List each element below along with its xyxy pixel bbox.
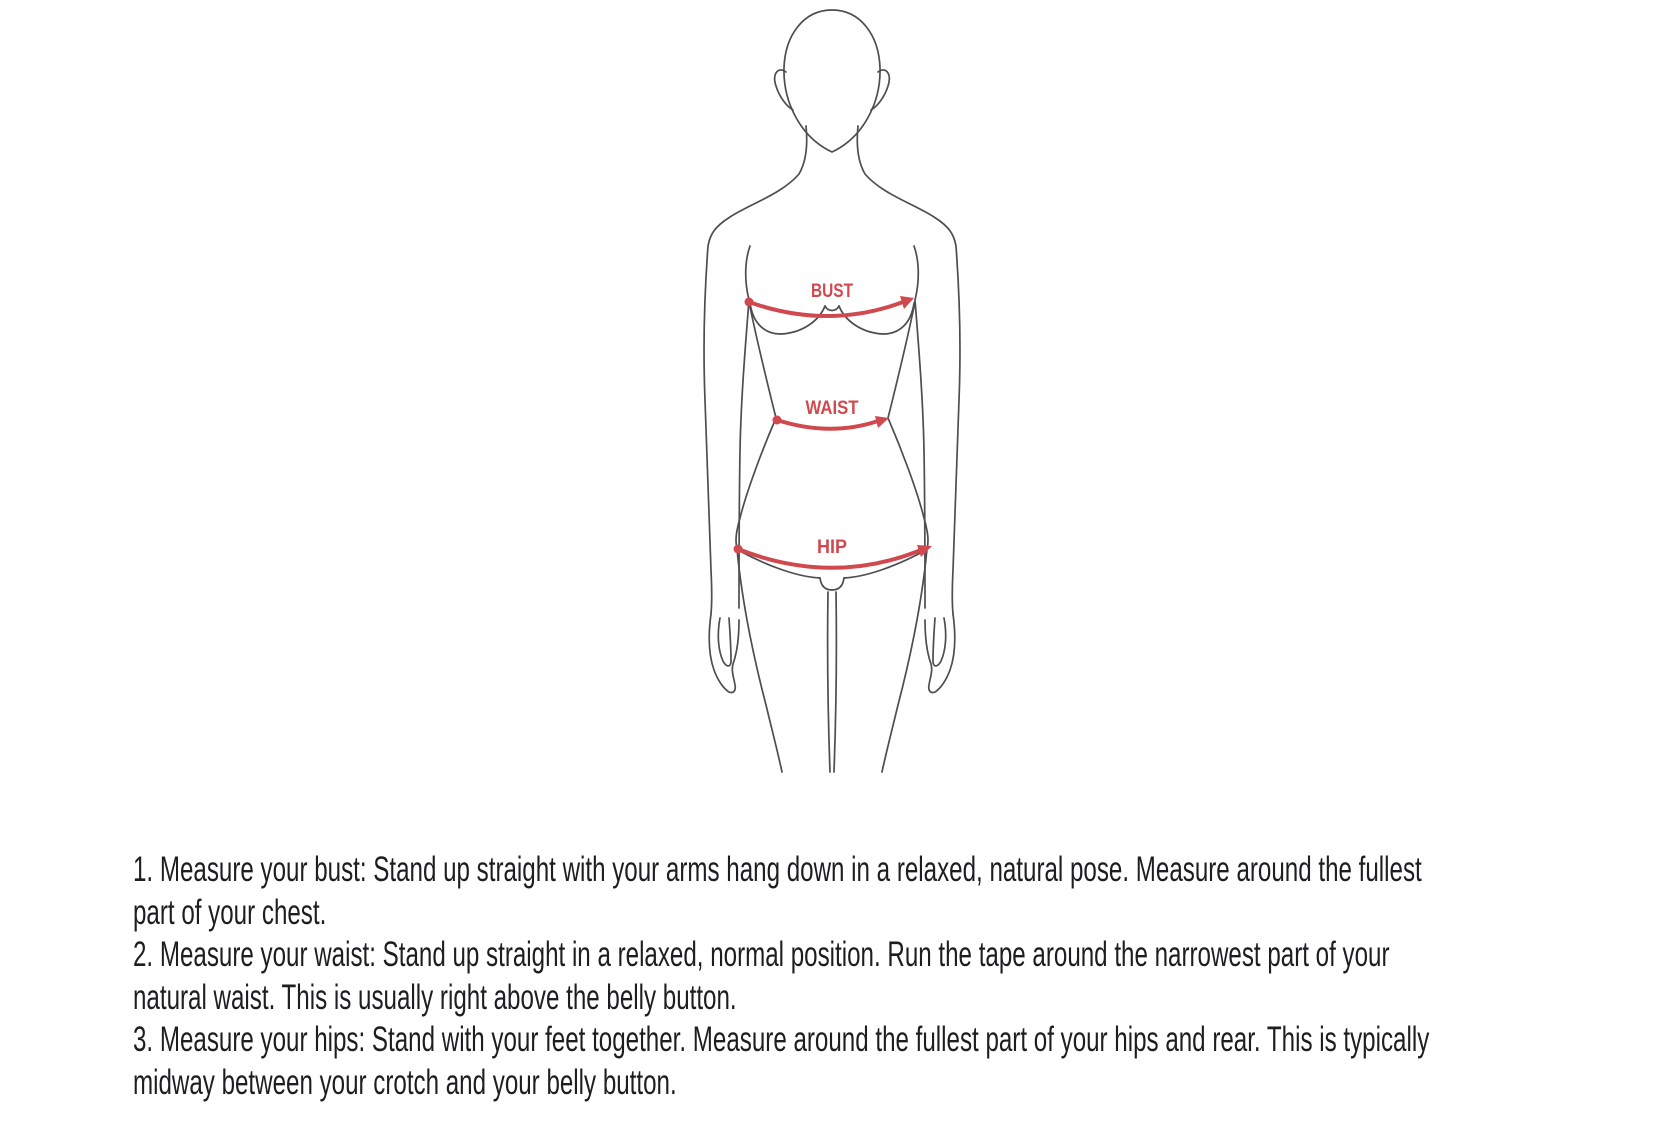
crotch-curve <box>820 578 844 590</box>
left-thumb <box>718 618 731 666</box>
instruction-line: 2. Measure your waist: Stand up straight in a relaxed, normal position. Run the tape around the narrowest part of your <box>133 935 1390 974</box>
instruction-line: midway between your crotch and your belly button. <box>133 1062 677 1102</box>
waist-measure-arc <box>777 420 878 429</box>
right-breast-curve <box>839 303 914 334</box>
waist-label: WAIST <box>805 398 859 419</box>
bust-start-dot <box>745 298 754 307</box>
waist-start-dot <box>773 416 782 425</box>
left-hand <box>709 614 739 693</box>
hip-start-dot <box>734 545 743 554</box>
breast-center-curve <box>825 306 839 311</box>
instruction-line: part of your chest. <box>133 892 327 932</box>
right-thumb <box>933 618 946 666</box>
bust-arrowhead <box>900 296 914 309</box>
waist-arrowhead <box>875 416 889 428</box>
inner-leg-left <box>828 592 830 772</box>
figure-outline <box>704 10 960 772</box>
measurement-markers <box>734 296 933 557</box>
bust-label: BUST <box>811 281 854 302</box>
instruction-line: 1. Measure your bust: Stand up straight with your arms hang down in a relaxed, natural pose. Measure around the fullest <box>133 850 1422 889</box>
inner-leg-right <box>834 592 836 772</box>
instruction-line: natural waist. This is usually right above the belly button. <box>133 977 737 1017</box>
measurement-instructions <box>133 849 1429 1104</box>
measurement-lines <box>738 302 921 568</box>
bust-measure-arc <box>749 302 903 316</box>
head <box>784 10 880 152</box>
right-neck-shoulder-arm <box>857 126 960 614</box>
left-neck-shoulder-arm <box>704 126 807 614</box>
instruction-line: 3. Measure your hips: Stand with your feet together. Measure around the fullest part of your hips and rear. This is typically <box>133 1020 1430 1059</box>
hip-label: HIP <box>817 537 848 558</box>
right-hand <box>925 614 955 693</box>
